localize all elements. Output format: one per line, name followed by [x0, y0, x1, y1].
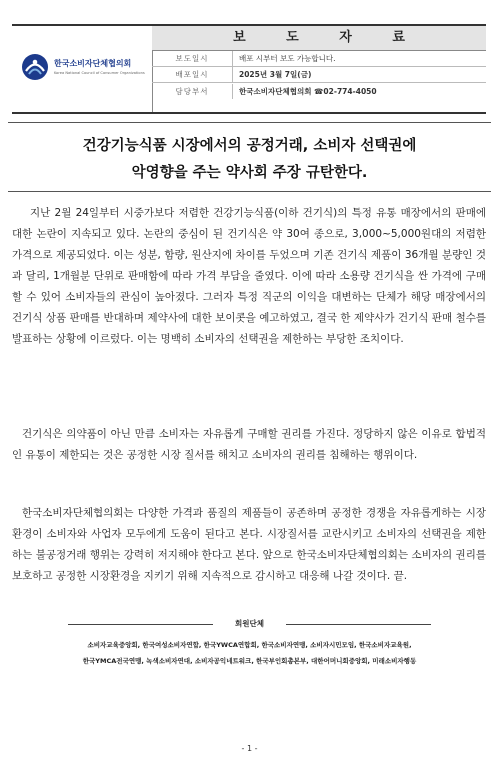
members-list-line-1: 소비자교육중앙회, 한국여성소비자연합, 한국YWCA연합회, 한국소비자연맹, 소비자시민모임, 한국소비자교육원,	[87, 641, 412, 649]
body-paragraph-3: 한국소비자단체협의회는 다양한 가격과 품질의 제품들이 공존하며 공정한 경쟁을 자유롭게하는 시장 환경이 소비자와 사업자 모두에게 도움이 된다고 본다. 시장질서를 교란시키고 소비자의 선택권을 제한하는 불공정거래 행위는 강력히 저지해야 한다고 본다. 앞으로 한국소비자단체협의회는 소비자의 권리를 보호하고 공정한 시장환경을 지키기 위해 지속적으로 감시하고 대응해 나갈 것이다. 끝.	[12, 507, 486, 582]
headline-box	[8, 122, 491, 192]
distribution-date-value: 2025년 3월 7일(금)	[239, 70, 312, 79]
distribution-date-row	[152, 67, 486, 83]
release-time-row	[152, 51, 486, 67]
department-value: 한국소비자단체협의회 ☎02-774-4050	[239, 87, 377, 96]
distribution-date-label: 배포일시	[152, 67, 233, 82]
press-header	[12, 24, 486, 114]
release-time-label: 보도일시	[152, 51, 233, 66]
headline-line-1: 건강기능식품 시장에서의 공정거래, 소비자 선택권에	[82, 138, 417, 154]
members-list-line-2: 한국YMCA전국연맹, 녹색소비자연대, 소비자공익네트워크, 한국부인회총본부, 대한어머니회중앙회, 미래소비자행동	[82, 657, 417, 665]
members-title: 회원단체	[235, 619, 264, 628]
divider-left	[68, 624, 213, 625]
body-paragraph-2: 건기식은 의약품이 아닌 만큼 소비자는 자유롭게 구매할 권리를 가진다. 정당하지 않은 이유로 합법적인 유통이 제한되는 것은 공정한 시장 질서를 해치고 소비자의 권리를 침해하는 행위이다.	[12, 428, 486, 461]
headline-line-2: 악영향을 주는 약사회 주장 규탄한다.	[131, 165, 368, 181]
org-name-korean: 한국소비자단체협의회	[54, 59, 132, 68]
org-logo-cell	[12, 26, 153, 112]
page-number: - 1 -	[241, 744, 258, 753]
org-logo-icon	[20, 52, 50, 82]
body-paragraph-1: 지난 2월 24일부터 시중가보다 저렴한 건강기능식품(이하 건기식)의 특정 유통 매장에서의 판매에 대한 논란이 지속되고 있다. 논란의 중심이 된 건기식은 약 30여 종으로, 3,000~5,000원대의 저렴한 가격으로 제공되었다. 이는 성분, 함량, 원산지에 차이를 두었으며 기존 건기식 제품이 36개월 분량인 것과 달리, 1개월분 단위로 판매함에 따라 가격 부담을 줄였다. 이에 따라 소용량 건기식을 싼 가격에 구매할 수 있어 소비자들의 관심이 높아졌다. 그러자 특정 직군의 이익을 대변하는 단체가 해당 매장에서의 건기식 상품 판매를 반대하며 제약사에 대한 보이콧을 예고하였고, 결국 한 제약사가 건기식 판매 철수를 발표하는 상황에 이르렀다. 이는 명백히 소비자의 선택권을 제한하는 부당한 조치이다.	[12, 207, 486, 345]
divider-right	[286, 624, 431, 625]
department-label: 담당부서	[152, 84, 233, 99]
department-row	[152, 84, 486, 99]
press-release-title: 보 도 자 료	[152, 26, 486, 51]
org-name-english: Korea National Council of Consumer Organizations	[54, 71, 145, 75]
release-time-value: 배포 시부터 보도 가능합니다.	[239, 54, 336, 63]
members-heading	[0, 618, 499, 629]
